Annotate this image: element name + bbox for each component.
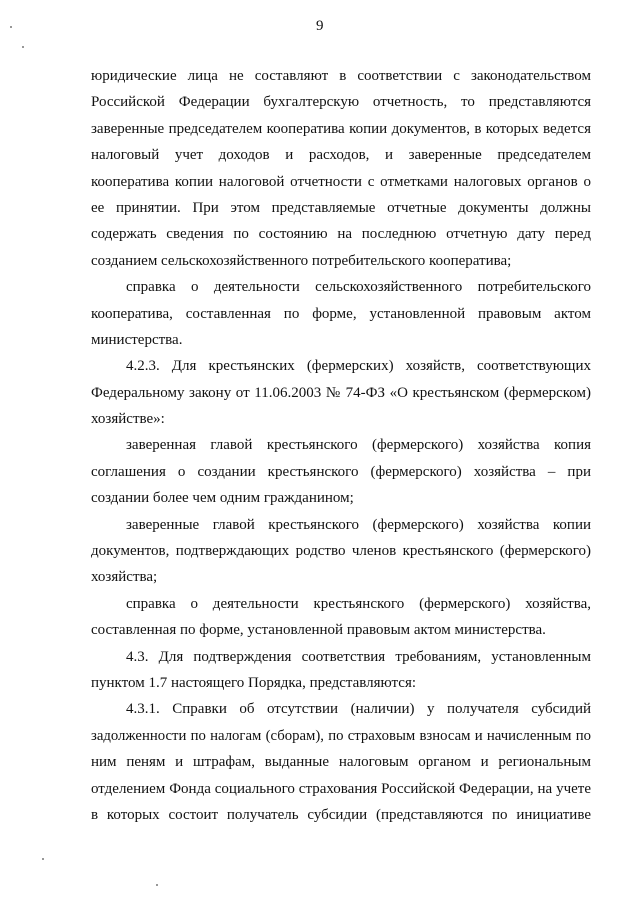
scan-speck [42, 858, 44, 860]
scan-speck [156, 884, 158, 886]
text-line: заверенные главой крестьянского (фермерского) хозяйства копии [126, 516, 591, 533]
text-line: Российской Федерации бухгалтерскую отчетность, то представляются [91, 94, 591, 111]
scan-speck [22, 46, 24, 48]
text-line: документов, подтверждающих родство членов крестьянского (фермерского) [91, 543, 591, 560]
text-line: ее принятии. При этом представляемые отчетные документы должны [91, 199, 591, 216]
text-line: соглашения о создании крестьянского (фермерского) хозяйства – при [91, 463, 591, 480]
text-line: ним пеням и штрафам, выданные налоговым органом и региональным [91, 754, 591, 771]
text-line: созданием сельскохозяйственного потребительского кооператива; [91, 252, 512, 269]
text-line: отделением Фонда социального страхования Российской Федерации, на учете [91, 780, 591, 797]
text-line: заверенные председателем кооператива копии документов, в которых ведется [91, 120, 591, 137]
text-line: составленная по форме, установленной правовым актом министерства. [91, 622, 546, 639]
text-line: 4.2.3. Для крестьянских (фермерских) хозяйств, соответствующих [126, 358, 591, 375]
text-line: справка о деятельности сельскохозяйственного потребительского [126, 279, 591, 296]
text-line: в которых состоит получатель субсидии (представляются по инициативе [91, 806, 591, 823]
text-line: министерства. [91, 331, 183, 348]
scan-speck [10, 26, 12, 28]
text-line: 4.3.1. Справки об отсутствии (наличии) у получателя субсидий [126, 701, 591, 718]
text-line: хозяйстве»: [91, 411, 165, 428]
text-line: пунктом 1.7 настоящего Порядка, представляются: [91, 674, 417, 691]
text-line: содержать сведения по состоянию на последнюю отчетную дату перед [91, 226, 591, 243]
text-line: 4.3. Для подтверждения соответствия требованиям, установленным [126, 648, 591, 665]
text-line: создании более чем одним гражданином; [91, 490, 354, 507]
page-number: 9 [316, 18, 324, 34]
text-line: кооператива, составленная по форме, установленной правовым актом [91, 305, 591, 322]
text-line: налоговый учет доходов и расходов, и заверенные председателем [91, 147, 591, 164]
text-line: справка о деятельности крестьянского (фермерского) хозяйства, [126, 595, 591, 612]
body-text [91, 63, 591, 828]
text-line: юридические лица не составляют в соответствии с законодательством [91, 68, 591, 84]
text-line: задолженности по налогам (сборам), по страховым взносам и начисленным по [91, 727, 591, 744]
text-line: хозяйства; [91, 569, 158, 586]
text-line: кооператива копии налоговой отчетности с отметками налоговых органов о [91, 173, 591, 190]
text-line: заверенная главой крестьянского (фермерского) хозяйства копия [126, 437, 591, 454]
text-line: Федеральному закону от 11.06.2003 № 74-ФЗ «О крестьянском (фермерском) [91, 384, 591, 401]
